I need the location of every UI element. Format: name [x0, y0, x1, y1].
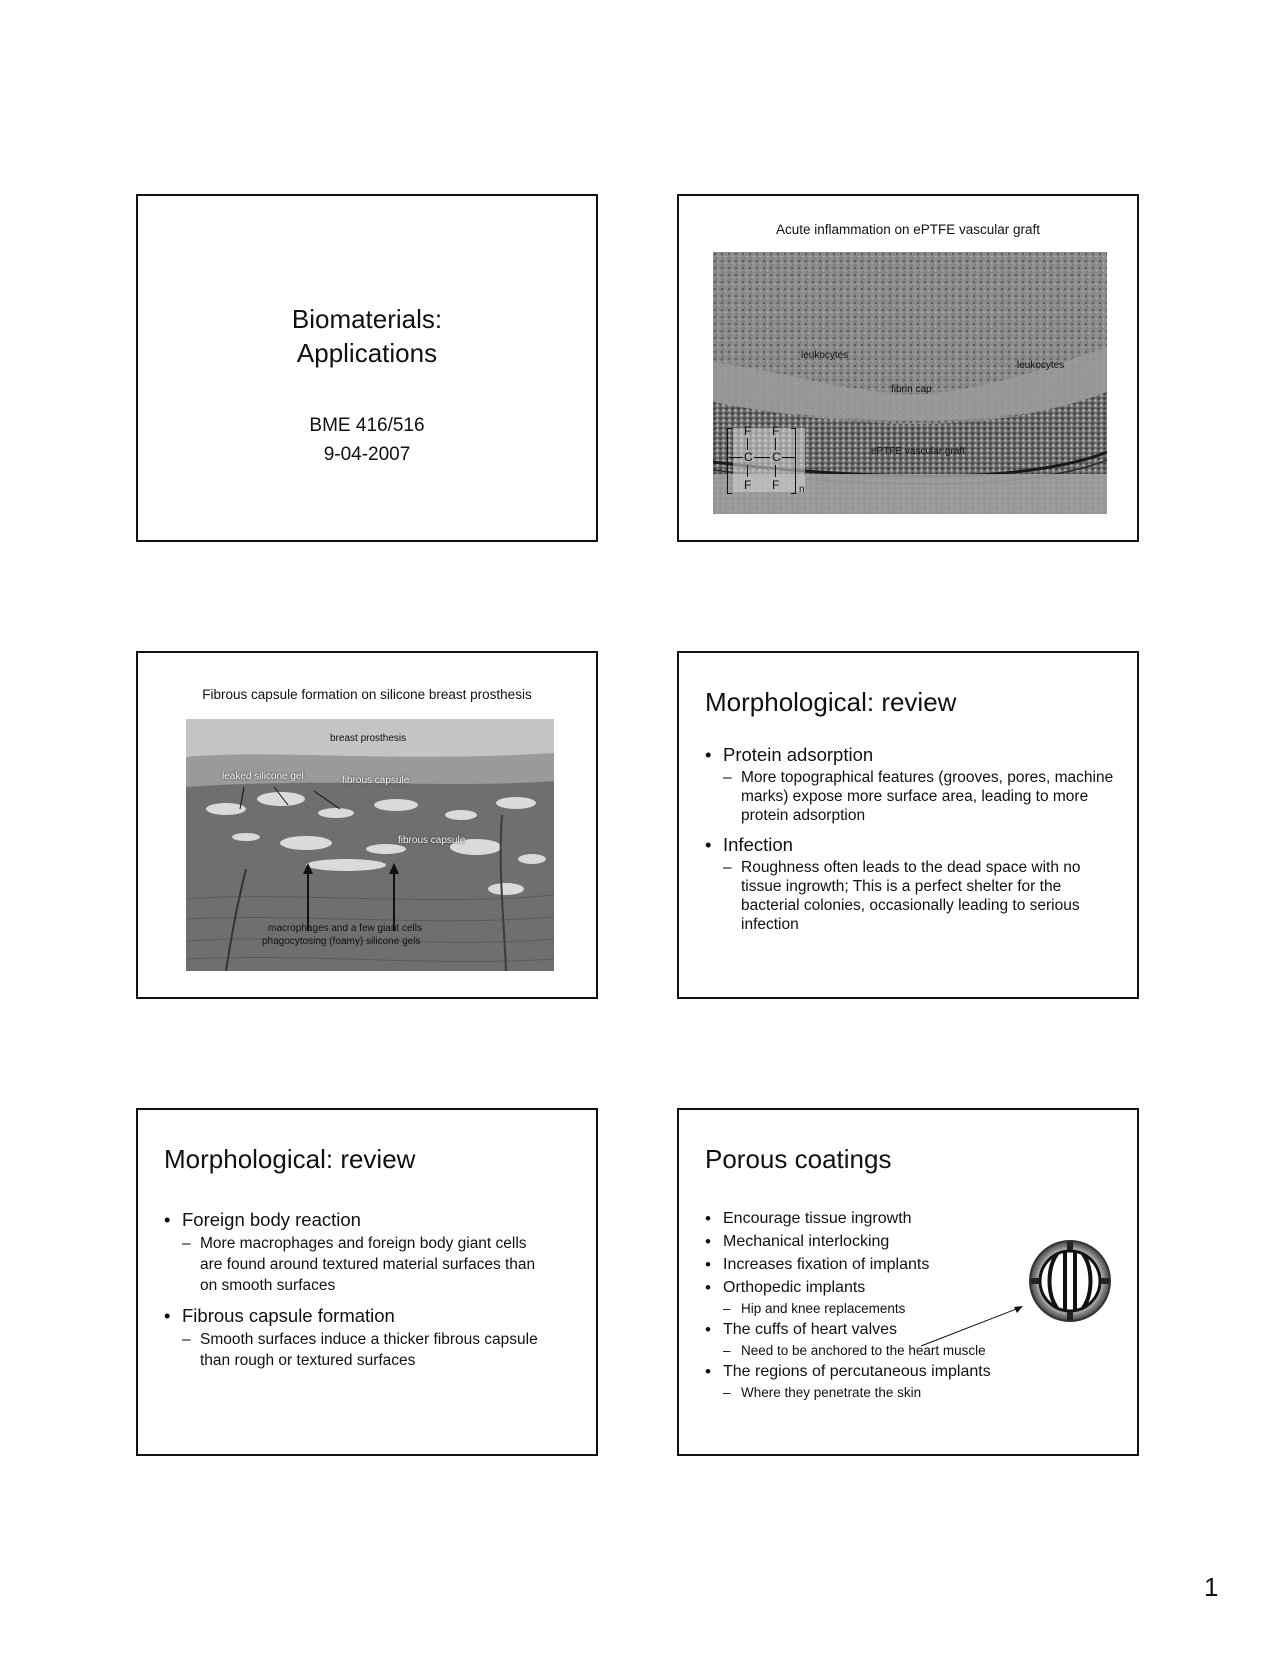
sub-bullet-text: Smooth surfaces induce a thicker fibrous capsule than rough or textured surfaces [200, 1331, 538, 1369]
formula-bracket-left [727, 428, 732, 494]
lecture-date: 9-04-2007 [323, 444, 411, 465]
label-leukocytes-left: leukocytes [801, 350, 849, 361]
label-macrophages-line2: phagocytosing (foamy) silicone gels [262, 936, 421, 947]
bullet-percutaneous-implants: • The regions of percutaneous implants [705, 1362, 1047, 1382]
bullet-orthopedic-implants: • Orthopedic implants [705, 1278, 1047, 1298]
eptfe-micrograph [713, 252, 1107, 514]
slide-title-meta [138, 411, 596, 469]
bullet-fixation: • Increases fixation of implants [705, 1255, 1047, 1275]
bullet-foreign-body-reaction: • Foreign body reaction [164, 1208, 546, 1231]
formula-bond [747, 465, 748, 477]
course-code: BME 416/516 [309, 415, 425, 436]
slide-heading: Morphological: review [164, 1144, 416, 1174]
formula-c-1: C [744, 450, 753, 464]
bullet-infection: • Infection [705, 833, 1123, 856]
slide-morphological-review-2 [136, 1108, 598, 1456]
label-leukocytes-right: leukocytes [1017, 360, 1065, 371]
slide-eptfe-graft [677, 194, 1139, 542]
silicone-micrograph [186, 719, 554, 971]
slide-caption: Acute inflammation on ePTFE vascular graft [775, 222, 1041, 237]
sub-bullet: – Smooth surfaces induce a thicker fibrous capsule than rough or textured surfaces [182, 1331, 538, 1369]
sub-bullet-text: Where they penetrate the skin [741, 1385, 922, 1400]
slide-morphological-review-1 [677, 651, 1139, 999]
formula-subscript-n: n [799, 484, 805, 495]
label-fibrous-capsule-1: fibrous capsule [342, 775, 410, 786]
formula-f-bottom-2: F [772, 478, 780, 492]
slide-title-heading [138, 302, 596, 370]
bullet-mechanical-interlocking: • Mechanical interlocking [705, 1232, 1047, 1252]
slide-porous-coatings [677, 1108, 1139, 1456]
sub-bullet: – More macrophages and foreign body giant cells are found around textured material surfaces than on smooth surfaces [182, 1235, 536, 1294]
bullet-protein-adsorption: • Protein adsorption [705, 743, 1123, 766]
title-line-2: Applications [296, 338, 438, 368]
formula-c-2: C [772, 450, 781, 464]
label-eptfe-graft: ePTFE vascular graft [871, 446, 965, 457]
label-breast-prosthesis: breast prosthesis [330, 733, 407, 744]
ptfe-formula [719, 424, 805, 498]
sub-bullet: – Hip and knee replacements [723, 1301, 906, 1316]
sub-bullet-text: More topographical features (grooves, pores, machine marks) expose more surface area, leading to more protein adsorption [741, 769, 1114, 824]
slide-breast-prosthesis [136, 651, 598, 999]
sub-bullet-text: Hip and knee replacements [741, 1301, 906, 1316]
sub-bullet: – Need to be anchored to the heart muscle [723, 1343, 986, 1358]
heart-valve-icon [1027, 1238, 1113, 1324]
formula-bond [775, 465, 776, 477]
formula-bracket-right [791, 428, 796, 494]
slide-heading: Porous coatings [705, 1144, 892, 1174]
label-fibrin-cap: fibrin cap [891, 384, 932, 395]
label-macrophages-line1: macrophages and a few giant cells [268, 923, 422, 934]
page-number: 1 [1204, 1572, 1219, 1602]
title-line-1: Biomaterials: [291, 304, 443, 334]
bullet-list [164, 1202, 546, 1371]
sub-bullet: – More topographical features (grooves, pores, machine marks) expose more surface area, leading to more protein adsorption [723, 769, 1114, 824]
formula-bond [775, 438, 776, 450]
bullet-fibrous-capsule-formation: • Fibrous capsule formation [164, 1304, 546, 1327]
pointer-arrow [919, 1300, 1029, 1350]
bullet-heart-valve-cuffs: • The cuffs of heart valves [705, 1320, 1047, 1340]
formula-f-top-1: F [744, 424, 752, 438]
sub-bullet-text: More macrophages and foreign body giant cells are found around textured material surfaces than on smooth surfaces [200, 1235, 536, 1294]
sub-bullet-text: Need to be anchored to the heart muscle [741, 1343, 986, 1358]
bullet-tissue-ingrowth: • Encourage tissue ingrowth [705, 1209, 1047, 1229]
formula-f-top-2: F [772, 424, 780, 438]
slide-heading: Morphological: review [705, 687, 957, 717]
sub-bullet: – Roughness often leads to the dead space with no tissue ingrowth; This is a perfect shelter for the bacterial colonies, occasionally leading to serious infection [723, 859, 1081, 933]
slide-title [136, 194, 598, 542]
formula-bond [754, 457, 770, 458]
sub-bullet: – Where they penetrate the skin [723, 1385, 922, 1400]
formula-bond [747, 438, 748, 450]
label-fibrous-capsule-2: fibrous capsule [398, 835, 466, 846]
slide-caption: Fibrous capsule formation on silicone breast prosthesis [202, 687, 532, 702]
formula-f-bottom-1: F [744, 478, 752, 492]
bullet-list [705, 737, 1123, 934]
label-leaked-silicone-gel: leaked silicone gel [222, 771, 304, 782]
sub-bullet-text: Roughness often leads to the dead space with no tissue ingrowth; This is a perfect shelter for the bacterial colonies, occasionally leading to serious infection [741, 859, 1081, 933]
